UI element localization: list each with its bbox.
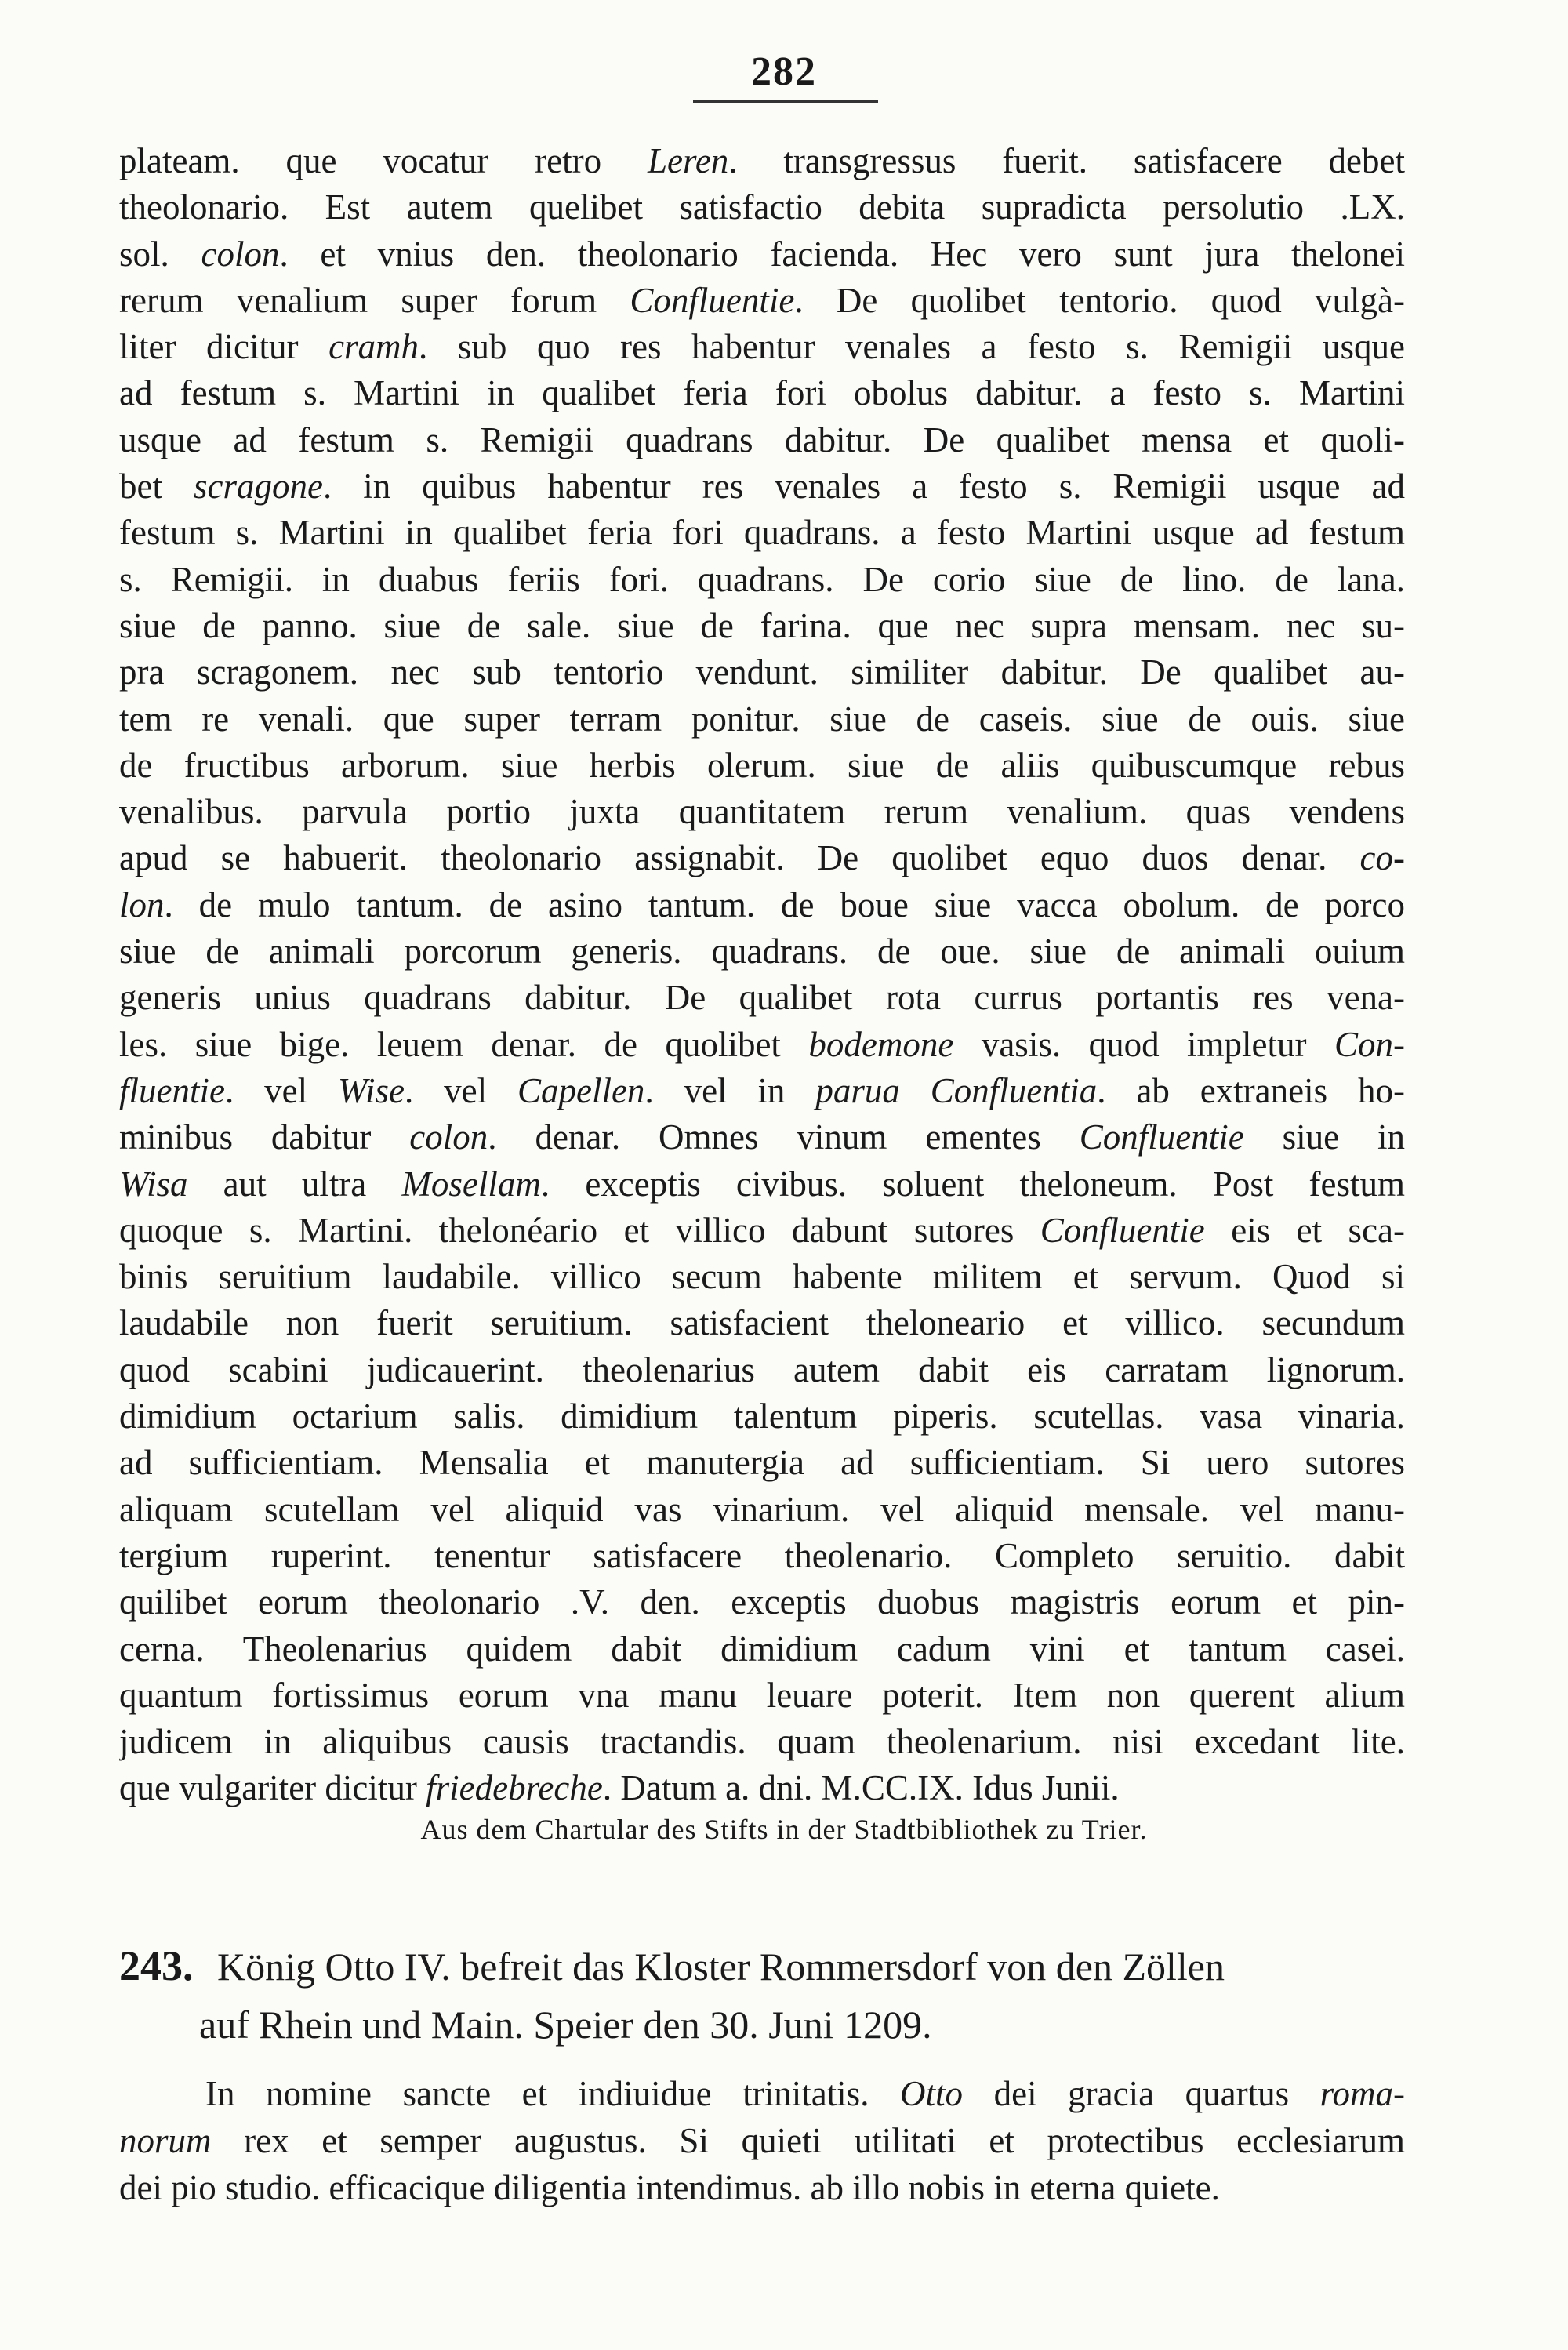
charter-text-line: lon. de mulo tantum. de asino tantum. de boue siue vacca obolum. de porco bbox=[119, 884, 1405, 924]
charter-text-line: siue de animali porcorum generis. quadrans. de oue. siue de animali ouium bbox=[119, 932, 1405, 972]
charter-text-line: plateam. que vocatur retro Leren. transgressus fuerit. satisfacere debet bbox=[119, 141, 1405, 180]
charter-text-line: sol. colon. et vnius den. theolonario facienda. Hec vero sunt jura thelonei bbox=[119, 234, 1405, 274]
charter-text-line: quilibet eorum theolonario .V. den. exceptis duobus magistris eorum et pin- bbox=[119, 1582, 1405, 1622]
source-note: Aus dem Chartular des Stifts in der Stadtbibliothek zu Trier. bbox=[420, 1814, 1148, 1845]
charter-text-line: rerum venalium super forum Confluentie. De quolibet tentorio. quod vulgà- bbox=[119, 280, 1405, 320]
charter-text-line: liter dicitur cramh. sub quo res habentur venales a festo s. Remigii usque bbox=[119, 327, 1405, 367]
charter-text-line: quantum fortissimus eorum vna manu leuare poterit. Item non querent alium bbox=[119, 1675, 1405, 1715]
charter-text-line: s. Remigii. in duabus feriis fori. quadrans. De corio siue de lino. de lana. bbox=[119, 559, 1405, 599]
charter-text-line: siue de panno. siue de sale. siue de farina. que nec supra mensam. nec su- bbox=[119, 605, 1405, 645]
charter-text-line: les. siue bige. leuem denar. de quolibet bodemone vasis. quod impletur Con- bbox=[119, 1024, 1405, 1064]
charter-text-line: apud se habuerit. theolonario assignabit. De quolibet equo duos denar. co- bbox=[119, 838, 1405, 878]
charter-text-line: quoque s. Martini. thelonéario et villico dabunt sutores Confluentie eis et sca- bbox=[119, 1210, 1405, 1250]
charter-text-line: festum s. Martini in qualibet feria fori quadrans. a festo Martini usque ad festum bbox=[119, 513, 1405, 553]
charter-text-line: tem re venali. que super terram ponitur. siue de caseis. siue de ouis. siue bbox=[119, 699, 1405, 739]
charter-text-line: ad sufficientiam. Mensalia et manutergia ad sufficientiam. Si uero sutores bbox=[119, 1443, 1405, 1483]
charter-text-line: fluentie. vel Wise. vel Capellen. vel in parua Confluentia. ab extraneis ho- bbox=[119, 1070, 1405, 1110]
charter-text-line: de fructibus arborum. siue herbis olerum. siue de aliis quibuscumque rebus bbox=[119, 745, 1405, 785]
charter-text-line: bet scragone. in quibus habentur res venales a festo s. Remigii usque ad bbox=[119, 467, 1405, 507]
document-number: 243. bbox=[119, 1942, 194, 1989]
charter-text-line: theolonario. Est autem quelibet satisfactio debita supradicta persolutio .LX. bbox=[119, 187, 1405, 227]
charter-text-line: que vulgariter dicitur friedebreche. Datum a. dni. M.CC.IX. Idus Junii. bbox=[119, 1768, 1120, 1808]
charter-text-line: Wisa aut ultra Mosellam. exceptis civibus. soluent theloneum. Post festum bbox=[119, 1164, 1405, 1204]
charter-text-line: aliquam scutellam vel aliquid vas vinarium. vel aliquid mensale. vel manu- bbox=[119, 1489, 1405, 1529]
intro-text-line: In nomine sancte et indiuidue trinitatis. Otto dei gracia quartus roma- bbox=[205, 2074, 1405, 2113]
charter-text-line: venalibus. parvula portio juxta quantitatem rerum venalium. quas vendens bbox=[119, 792, 1405, 832]
charter-text-line: laudabile non fuerit seruitium. satisfacient theloneario et villico. secundum bbox=[119, 1303, 1405, 1343]
page-number-rule bbox=[693, 100, 878, 103]
page-number: 282 bbox=[751, 49, 817, 94]
intro-text-line: dei pio studio. efficacique diligentia intendimus. ab illo nobis in eterna quiete. bbox=[119, 2168, 1220, 2207]
charter-text-line: minibus dabitur colon. denar. Omnes vinum ementes Confluentie siue in bbox=[119, 1117, 1405, 1157]
document-intro-text bbox=[119, 2070, 1405, 2211]
intro-text-line: norum rex et semper augustus. Si quieti utilitati et protectibus ecclesiarum bbox=[119, 2121, 1405, 2160]
charter-text-block bbox=[119, 138, 1405, 1812]
charter-text-line: cerna. Theolenarius quidem dabit dimidium cadum vini et tantum casei. bbox=[119, 1629, 1405, 1669]
document-heading bbox=[119, 1937, 1405, 2054]
charter-text-line: quod scabini judicauerint. theolenarius autem dabit eis carratam lignorum. bbox=[119, 1349, 1405, 1389]
charter-text-line: tergium ruperint. tenentur satisfacere theolenario. Completo seruitio. dabit bbox=[119, 1535, 1405, 1575]
document-title-line-1: König Otto IV. befreit das Kloster Rommersdorf von den Zöllen bbox=[217, 1945, 1225, 1989]
charter-text-line: binis seruitium laudabile. villico secum habente militem et servum. Quod si bbox=[119, 1257, 1405, 1297]
charter-text-line: dimidium octarium salis. dimidium talentum piperis. scutellas. vasa vinaria. bbox=[119, 1397, 1405, 1437]
charter-text-line: ad festum s. Martini in qualibet feria fori obolus dabitur. a festo s. Martini bbox=[119, 373, 1405, 413]
charter-text-line: usque ad festum s. Remigii quadrans dabitur. De qualibet mensa et quoli- bbox=[119, 420, 1405, 459]
charter-text-line: generis unius quadrans dabitur. De qualibet rota currus portantis res vena- bbox=[119, 978, 1405, 1018]
document-title-line-2: auf Rhein und Main. Speier den 30. Juni 1209. bbox=[199, 2003, 932, 2047]
charter-text-line: pra scragonem. nec sub tentorio vendunt. similiter dabitur. De qualibet au- bbox=[119, 652, 1405, 692]
charter-text-line: judicem in aliquibus causis tractandis. quam theolenarium. nisi excedant lite. bbox=[119, 1722, 1405, 1762]
